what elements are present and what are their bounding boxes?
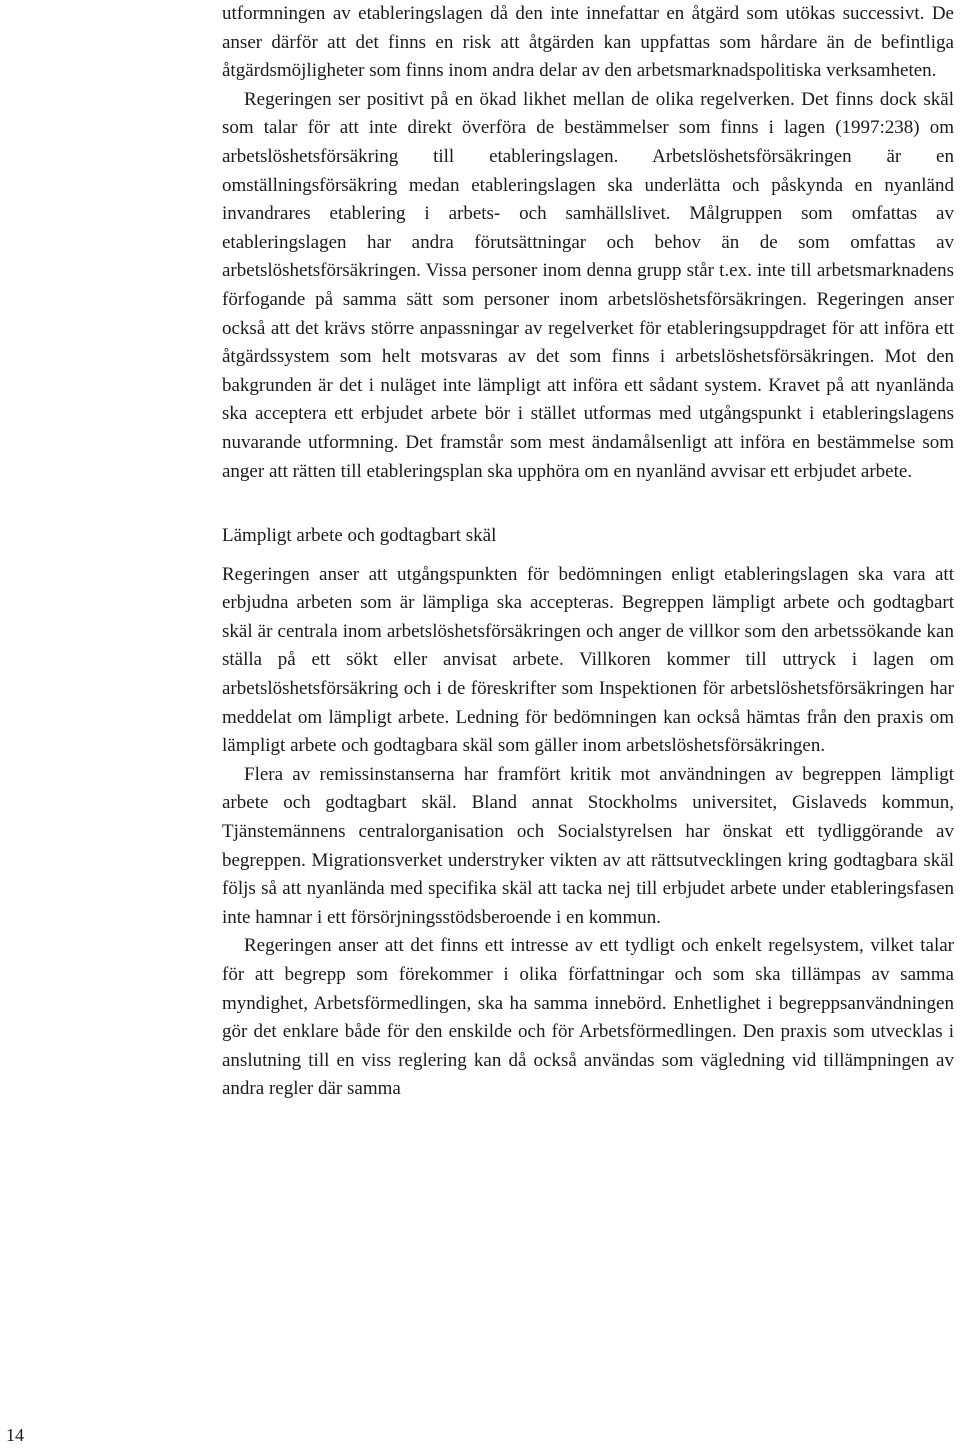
section-heading: Lämpligt arbete och godtagbart skäl: [222, 525, 497, 547]
paragraph-3: Regeringen anser att utgångspunkten för bedömningen enligt etableringslagen ska vara att erbjudna arbeten som är lämpliga ska accepteras. Begreppen lämpligt arbete och godtagbart skäl är centrala inom arbetslöshetsförsäkringen och anger de villkor som den arbetssökande kan ställa på ett sökt eller anvisat arbete. Villkoren kommer till uttryck i lagen om arbetslöshetsförsäkring och i de föreskrifter som Inspektionen för arbetslöshetsförsäkringen har meddelat om lämpligt arbete. Ledning för bedömningen kan också hämtas från den praxis om lämpligt arbete och godtagbara skäl som gäller inom arbetslöshetsförsäkringen.: [222, 563, 954, 757]
paragraph-1: utformningen av etableringslagen då den inte innefattar en åtgärd som utökas successivt. De anser därför att det finns en risk att åtgärden kan uppfattas som hårdare än de befintliga åtgärdsmöjligheter som finns inom andra delar av den arbetsmarknadspolitiska verksamheten.: [222, 3, 954, 82]
page-body: [222, 0, 954, 1104]
page-number: 14: [6, 1425, 24, 1445]
paragraph-2: Regeringen ser positivt på en ökad likhet mellan de olika regelverken. Det finns dock skäl som talar för att inte direkt överföra de bestämmelser som finns i lagen (1997:238) om arbetslöshetsförsäkring till etableringslagen. Arbetslöshetsförsäkringen är en omställningsförsäkring medan etableringslagen ska underlätta och påskynda en nyanländ invandrares etablering i arbets- och samhällslivet. Målgruppen som omfattas av etableringslagen har andra förutsättningar och behov än de som omfattas av arbetslöshetsförsäkringen. Vissa personer inom denna grupp står t.ex. inte till arbetsmarknadens förfogande på samma sätt som personer inom arbetslöshetsförsäkringen. Regeringen anser också att det krävs större anpassningar av regelverket för etableringsuppdraget för att införa ett åtgärdssystem som helt motsvaras av det som finns i arbetslöshetsförsäkringen. Mot den bakgrunden är det i nuläget inte lämpligt att införa ett sådant system. Kravet på att nyanlända ska acceptera ett erbjudet arbete bör i stället utformas med utgångspunkt i etableringslagens nuvarande utformning. Det framstår som mest ändamålsenligt att införa en bestämmelse som anger att rätten till etableringsplan ska upphöra om en nyanländ avvisar ett erbjudet arbete.: [222, 88, 954, 482]
paragraph-5: Regeringen anser att det finns ett intresse av ett tydligt och enkelt regelsystem, vilket talar för att begrepp som förekommer i olika författningar och som ska tillämpas av samma myndighet, Arbetsförmedlingen, ska ha samma innebörd. Enhetlighet i begreppsanvändningen gör det enklare både för den enskilde och för Arbetsförmedlingen. Den praxis som utvecklas i anslutning till en viss reglering kan då också användas som vägledning vid tillämpningen av andra regler där samma: [222, 935, 954, 1100]
paragraph-4: Flera av remissinstanserna har framfört kritik mot användningen av begreppen lämpligt arbete och godtagbart skäl. Bland annat Stockholms universitet, Gislaveds kommun, Tjänstemännens centralorganisation och Socialstyrelsen har önskat ett tydliggörande av begreppen. Migrationsverket understryker vikten av att rättsutvecklingen kring godtagbara skäl följs så att nyanlända med specifika skäl att tacka nej till erbjudet arbete under etableringsfasen inte hamnar i ett försörjningsstödsberoende i en kommun.: [222, 763, 954, 928]
